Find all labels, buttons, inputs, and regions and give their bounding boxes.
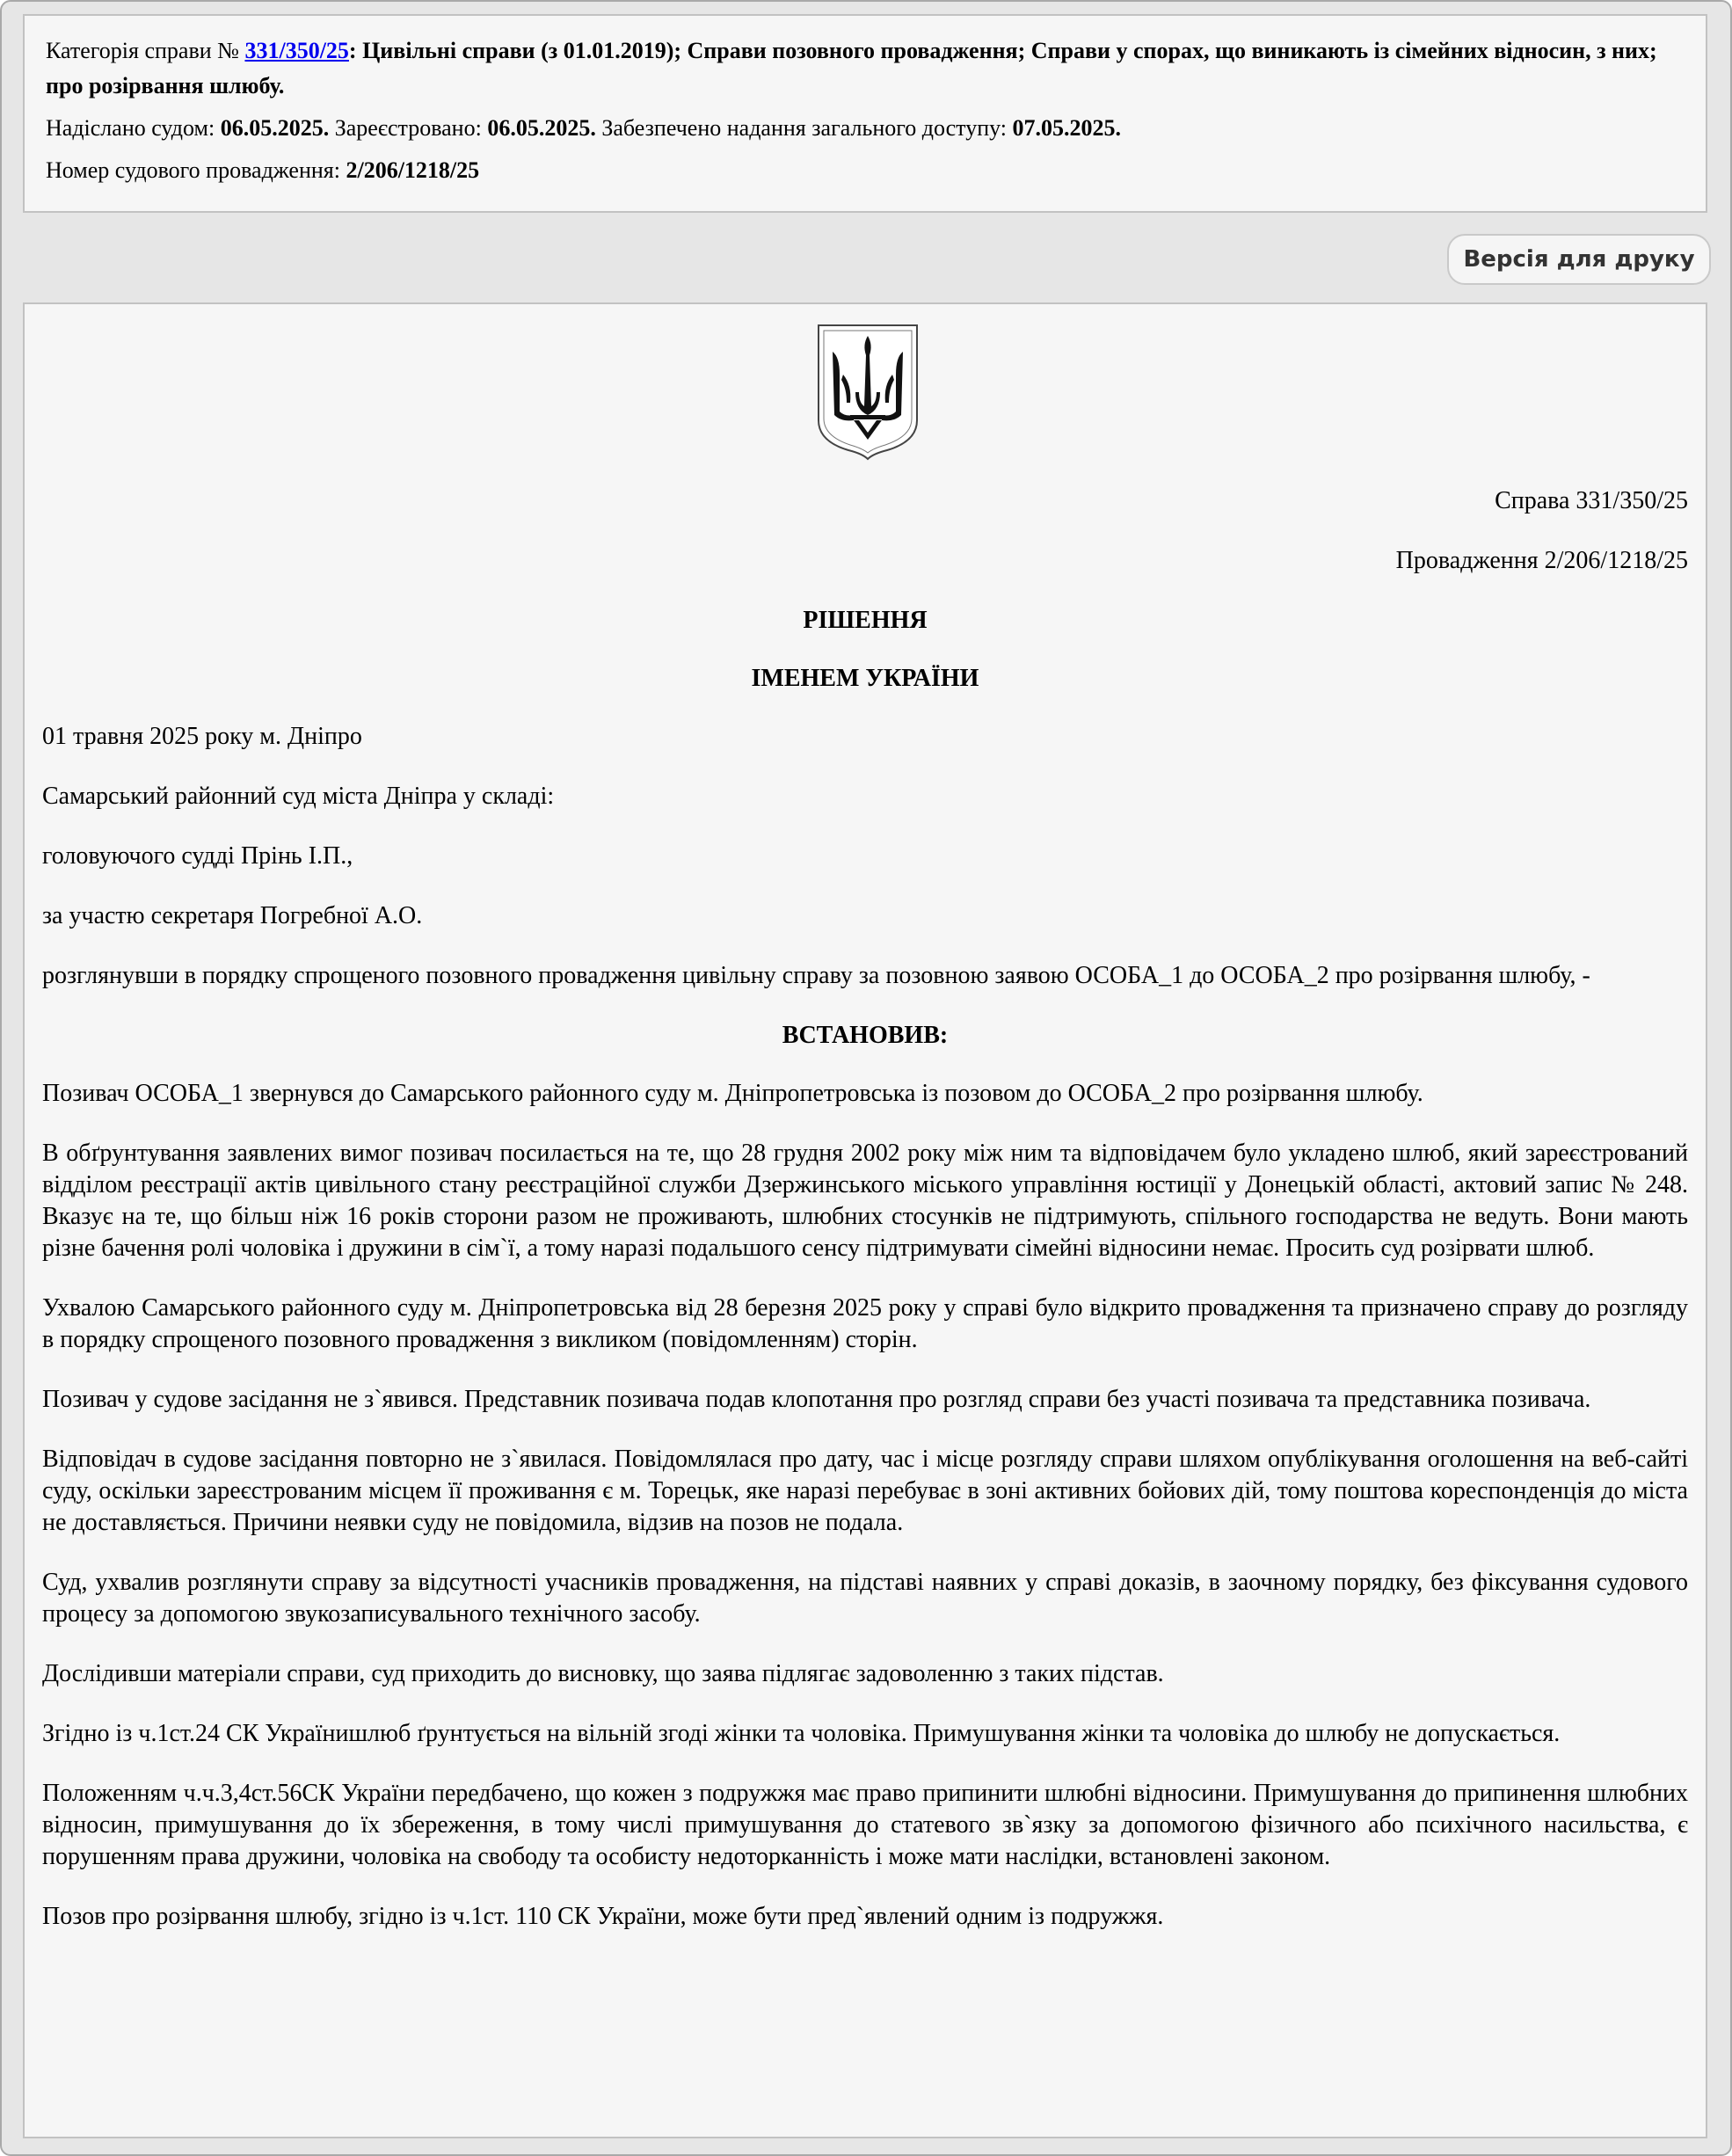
presiding-judge: головуючого судді Прінь І.П., (42, 842, 353, 870)
paragraph: Згідно із ч.1ст.24 СК Українишлюб ґрунтується на вільній згоді жінки та чоловіка. Примушування жінки та чоловіка до шлюбу не допускається. (42, 1720, 1561, 1747)
proceeding-line: Номер судового провадження: 2/206/1218/25 (46, 157, 480, 183)
sent-date: 06.05.2025. (220, 115, 330, 141)
decision-document (23, 302, 1707, 2138)
dates-line: Надіслано судом: 06.05.2025. Зареєстровано: 06.05.2025. Забезпечено надання загального доступу: 07.05.2025. (46, 115, 1121, 141)
decision-subtitle: ІМЕНЕМ УКРАЇНИ (751, 665, 979, 692)
proceeding-number: 2/206/1218/25 (346, 157, 480, 183)
paragraph: Суд, ухвалив розглянути справу за відсутності учасників провадження, на підставі наявних у справі доказів, в заочному порядку, без фіксування судового процесу за допомогою звукозаписувального технічного засобу. (42, 1569, 1688, 1628)
paragraph: Положенням ч.ч.3,4ст.56СК України передбачено, що кожен з подружжя має право припинити шлюбні відносини. Примушування до припинення шлюбних відносин, примушування до їх збереження, в тому числі примушування до статевого зв`язку за допомогою фізичного або психічного насильства, є порушенням права дружини, чоловіка на свободу та особисту недоторканність і може мати наслідки, встановлені законом. (42, 1780, 1688, 1870)
court-composition: Самарський районний суд міста Дніпра у складі: (42, 783, 555, 810)
category-line: Категорія справи № 331/350/25: Цивільні справи (з 01.01.2019); Справи позовного провадження; Справи у спорах, що виникають із сімейних відносин, з них; про розірвання шлюбу. (46, 38, 1657, 98)
proceeding-number-line: Провадження 2/206/1218/25 (1395, 547, 1688, 574)
access-date: 07.05.2025. (1012, 115, 1121, 141)
established-heading: ВСТАНОВИВ: (782, 1022, 949, 1049)
document-body (42, 605, 1688, 1961)
paragraph: В обґрунтування заявлених вимог позивач посилається на те, що 28 грудня 2002 року між ним та відповідачем було укладено шлюб, який зареєстрований відділом реєстрації актів цивільного стану реєстраційної служби Дзержинського міського управління юстиції у Донецькій області, актовий запис № 248. Вказує на те, що більш ніж 16 років сторони разом не проживають, шлюбних стосунків не підтримують, спільного господарства не ведуть. Вони мають різне бачення ролі чоловіка і дружини в сім`ї, а тому наразі подальшого сенсу підтримувати сімейні відносини немає. Просить суд розірвати шлюб. (42, 1140, 1688, 1262)
paragraph: Позивач у судове засідання не з`явився. Представник позивача подав клопотання про розгляд справи без участі позивача та представника позивача. (42, 1386, 1591, 1413)
court-secretary: за участю секретаря Погребної А.О. (42, 902, 423, 929)
paragraph: Позов про розірвання шлюбу, згідно із ч.1ст. 110 СК України, може бути пред`явлений одним із подружжя. (42, 1903, 1164, 1930)
paragraph: Дослідивши матеріали справи, суд приходить до висновку, що заява підлягає задоволенню з таких підстав. (42, 1660, 1164, 1687)
category-text: : Цивільні справи (з 01.01.2019); Справи позовного провадження; Справи у спорах, що виникають із сімейних відносин, з них; про розірвання шлюбу. (46, 38, 1657, 98)
date-place: 01 травня 2025 року м. Дніпро (42, 723, 362, 750)
registered-date: 06.05.2025. (487, 115, 596, 141)
decision-title: РІШЕННЯ (803, 607, 928, 634)
case-number-line: Справа 331/350/25 (1495, 487, 1688, 514)
case-info-box (23, 14, 1707, 213)
case-number-link[interactable]: 331/350/25 (244, 38, 349, 63)
case-intro: розглянувши в порядку спрощеного позовного провадження цивільну справу за позовною заявою ОСОБА_1 до ОСОБА_2 про розірвання шлюбу, - (42, 962, 1590, 989)
paragraph: Позивач ОСОБА_1 звернувся до Самарського районного суду м. Дніпропетровська із позовом до ОСОБА_2 про розірвання шлюбу. (42, 1080, 1423, 1107)
coat-of-arms-icon (815, 322, 921, 461)
paragraph: Ухвалою Самарського районного суду м. Дніпропетровська від 28 березня 2025 року у справі було відкрито провадження та призначено справу до розгляду в порядку спрощеного позовного провадження з викликом (повідомленням) сторін. (42, 1294, 1688, 1353)
print-version-button[interactable]: Версія для друку (1447, 234, 1711, 285)
paragraph: Відповідач в судове засідання повторно не з`явилася. Повідомлялася про дату, час і місце розгляду справи шляхом опублікування оголошення на веб-сайті суду, оскільки зареєстрованим місцем її проживання є м. Торецьк, яке наразі перебуває в зоні активних бойових дій, тому поштова кореспонденція до міста не доставляється. Причини неявки суду не повідомила, відзив на позов не подала. (42, 1446, 1688, 1536)
